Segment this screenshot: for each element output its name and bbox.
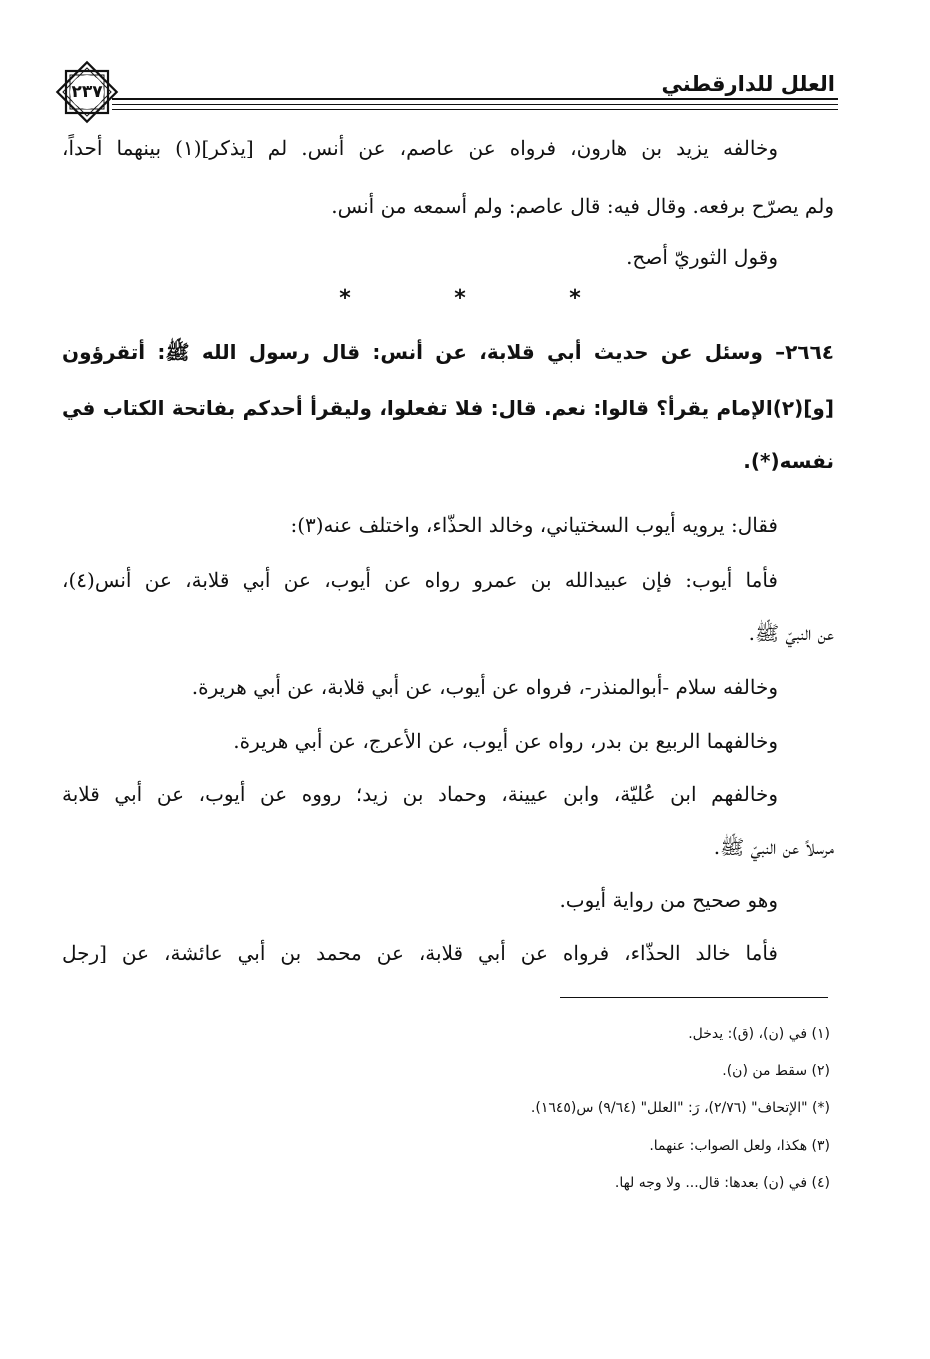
text-line: وقول الثوريّ أصح. — [626, 245, 778, 269]
text-line: وخالفه سلام -أبوالمنذر-، فرواه عن أيوب، عن أبي قلابة، عن أبي هريرة. — [191, 675, 778, 699]
text-line: فأما خالد الحذّاء، فرواه عن أبي قلابة، عن محمد بن أبي عائشة، عن [رجل — [62, 941, 778, 965]
text-line: مرسلاً عن النبيّ ﷺ. — [713, 835, 834, 859]
separator-star: * — [339, 285, 351, 311]
section-separator — [330, 284, 590, 312]
text-line: وخالفهما الربيع بن بدر، رواه عن أيوب، عن الأعرج، عن أبي هريرة. — [233, 729, 778, 753]
separator-star: * — [454, 285, 466, 311]
header-rule — [112, 109, 838, 110]
text-line: وخالفهم ابن عُليّة، وابن عيينة، وحماد بن زيد؛ رووه عن أيوب، عن أبي قلابة — [62, 782, 778, 806]
header-rule — [112, 104, 838, 105]
text-line: وهو صحيح من رواية أيوب. — [559, 888, 778, 912]
hadith-heading-line: نفسه(*). — [743, 449, 834, 473]
text-line: فقال: يرويه أيوب السختياني، وخالد الحذّاء، واختلف عنه(٣): — [290, 513, 778, 537]
footnote-rule — [560, 997, 828, 998]
text-line: ولم يصرّح برفعه. وقال فيه: قال عاصم: ولم أسمعه من أنس. — [331, 194, 834, 218]
footnote: (*) "الإتحاف" (٢/٧٦)، رَ: "العلل" (٩/٦٤) س(١٦٤٥). — [530, 1100, 830, 1116]
header-rule — [112, 98, 838, 100]
footnote: (٣) هكذا، ولعل الصواب: عنهما. — [649, 1138, 830, 1154]
page-number: ٢٣٧ — [71, 82, 103, 102]
footnote: (٤) في (ن) بعدها: قال... ولا وجه لها. — [614, 1175, 830, 1191]
hadith-heading-line: ٢٦٦٤– وسئل عن حديث أبي قلابة، عن أنس: قال رسول الله ﷺ: أتقرؤون — [62, 340, 834, 364]
footnote: (٢) سقط من (ن). — [722, 1063, 830, 1079]
running-header-title: العلل للدارقطني — [661, 72, 835, 96]
text-line: وخالفه يزيد بن هارون، فرواه عن عاصم، عن أنس. لم [يذكر](١) بينهما أحداً، — [62, 136, 778, 160]
hadith-heading-line: [و](٢)الإمام يقرأ؟ قالوا: نعم. قال: فلا تفعلوا، وليقرأ أحدكم بفاتحة الكتاب في — [62, 396, 834, 420]
text-line: فأما أيوب: فإن عبيدالله بن عمرو رواه عن أيوب، عن أبي قلابة، عن أنس(٤)، — [62, 568, 778, 592]
footnote: (١) في (ن)، (ق): يدخل. — [688, 1026, 830, 1042]
text-line: عن النبيّ ﷺ. — [748, 621, 834, 645]
page-number-badge — [53, 58, 121, 126]
separator-star: * — [569, 285, 581, 311]
